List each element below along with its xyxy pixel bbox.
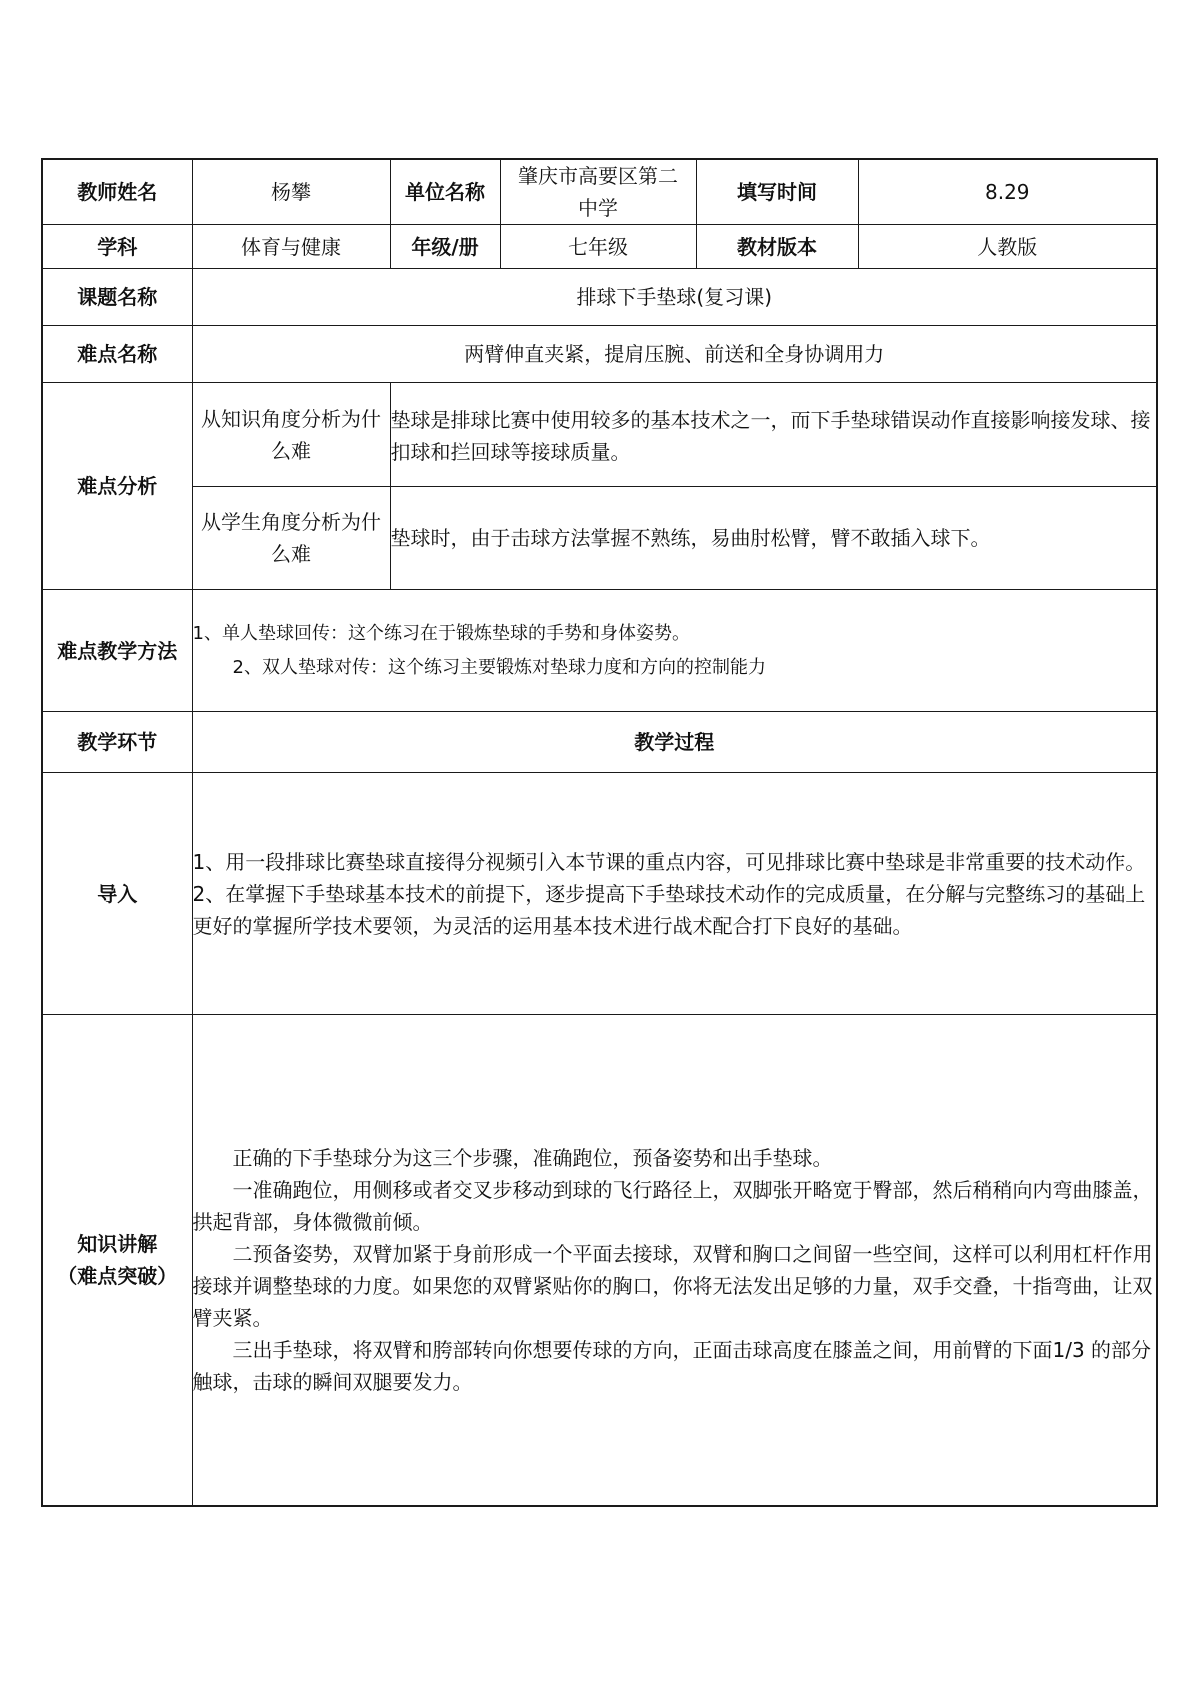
edition-value: 人教版 xyxy=(858,225,1157,269)
subject-value: 体育与健康 xyxy=(192,225,390,269)
method-line-2: 2、双人垫球对传：这个练习主要锻炼对垫球力度和方向的控制能力 xyxy=(232,656,766,678)
intro-label: 导入 xyxy=(42,773,192,1015)
student-angle-label: 从学生角度分析为什么难 xyxy=(192,487,390,590)
intro-content xyxy=(192,773,1157,1015)
grade-value: 七年级 xyxy=(500,225,696,269)
knowledge-para-4: 三出手垫球，将双臂和胯部转向你想要传球的方向，正面击球高度在膝盖之间，用前臂的下面1/3 的部分触球，击球的瞬间双腿要发力。 xyxy=(192,1337,1152,1394)
intro-para-2: 2、在掌握下手垫球基本技术的前提下，逐步提高下手垫球技术动作的完成质量，在分解与完整练习的基础上更好的掌握所学技术要领，为灵活的运用基本技术进行战术配合打下良好的基础。 xyxy=(192,881,1146,938)
fill-date-value: 8.29 xyxy=(858,159,1157,225)
edition-label: 教材版本 xyxy=(696,225,858,269)
knowledge-para-3: 二预备姿势，双臂加紧于身前形成一个平面去接球，双臂和胸口之间留一些空间，这样可以利用杠杆作用接球并调整垫球的力度。如果您的双臂紧贴你的胸口，你将无法发出足够的力量，双手交叠，十指弯曲，让双臂夹紧。 xyxy=(192,1241,1153,1330)
row-topic xyxy=(42,269,1157,326)
knowledge-para-1: 正确的下手垫球分为这三个步骤，准确跑位，预备姿势和出手垫球。 xyxy=(232,1145,833,1170)
teacher-name-label: 教师姓名 xyxy=(42,159,192,225)
student-angle-text: 垫球时，由于击球方法掌握不熟练，易曲肘松臂，臂不敢插入球下。 xyxy=(390,487,1157,590)
school-label: 单位名称 xyxy=(390,159,500,225)
knowledge-angle-text: 垫球是排球比赛中使用较多的基本技术之一，而下手垫球错误动作直接影响接发球、接扣球和拦回球等接球质量。 xyxy=(390,383,1157,487)
knowledge-content xyxy=(192,1015,1157,1506)
row-teacher-info xyxy=(42,159,1157,225)
difficulty-value: 两臂伸直夹紧，提肩压腕、前送和全身协调用力 xyxy=(192,326,1157,383)
row-knowledge xyxy=(42,1015,1157,1506)
intro-para-1: 1、用一段排球比赛垫球直接得分视频引入本节课的重点内容，可见排球比赛中垫球是非常重要的技术动作。 xyxy=(192,849,1146,874)
teacher-name-value: 杨攀 xyxy=(192,159,390,225)
row-analysis-student xyxy=(42,487,1157,590)
lesson-plan-table xyxy=(41,158,1158,1507)
topic-value: 排球下手垫球(复习课) xyxy=(192,269,1157,326)
subject-label: 学科 xyxy=(42,225,192,269)
method-label: 难点教学方法 xyxy=(42,590,192,712)
topic-label: 课题名称 xyxy=(42,269,192,326)
knowledge-label-line-2: （难点突破） xyxy=(57,1263,178,1288)
stage-header: 教学环节 xyxy=(42,712,192,773)
grade-label: 年级/册 xyxy=(390,225,500,269)
row-difficulty xyxy=(42,326,1157,383)
process-header: 教学过程 xyxy=(192,712,1157,773)
row-analysis-knowledge xyxy=(42,383,1157,487)
row-method xyxy=(42,590,1157,712)
fill-date-label: 填写时间 xyxy=(696,159,858,225)
row-section-header xyxy=(42,712,1157,773)
analysis-label: 难点分析 xyxy=(42,383,192,590)
row-subject-info xyxy=(42,225,1157,269)
row-intro xyxy=(42,773,1157,1015)
school-value: 肇庆市高要区第二中学 xyxy=(500,159,696,225)
method-content xyxy=(192,590,1157,712)
knowledge-angle-label: 从知识角度分析为什么难 xyxy=(192,383,390,487)
difficulty-label: 难点名称 xyxy=(42,326,192,383)
method-line-1: 1、单人垫球回传：这个练习在于锻炼垫球的手势和身体姿势。 xyxy=(192,622,690,644)
knowledge-label-line-1: 知识讲解 xyxy=(77,1231,158,1256)
knowledge-label xyxy=(42,1015,192,1506)
knowledge-para-2: 一准确跑位，用侧移或者交叉步移动到球的飞行路径上，双脚张开略宽于臀部，然后稍稍向内弯曲膝盖，拱起背部，身体微微前倾。 xyxy=(192,1177,1153,1234)
